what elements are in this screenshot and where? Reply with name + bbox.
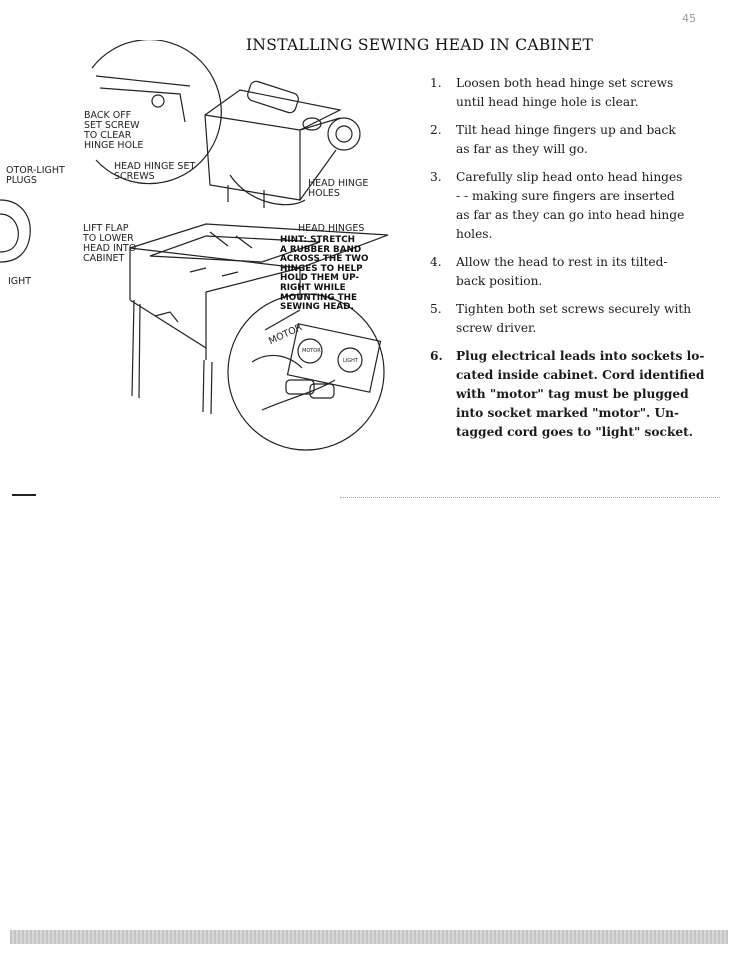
head-hinge-set-screws-label: HEAD HINGE SET SCREWS	[114, 161, 196, 182]
step-text: Loosen both head hinge set screws until head hinge hole is clear.	[456, 76, 674, 109]
margin-dash	[12, 494, 36, 496]
motor-light-plugs-fragment	[0, 200, 30, 262]
step-text: Carefully slip head onto head hinges - - making sure fingers are inserted as far as they can go into head hinge holes.	[456, 170, 685, 241]
socket-motor-label: MOTOR	[302, 348, 321, 354]
step-3	[430, 168, 710, 244]
step-number: 1.	[430, 76, 442, 90]
motor-tag-label: MOTOR	[267, 322, 305, 348]
scan-edge-bar	[10, 930, 728, 944]
page-number: 45	[682, 12, 696, 25]
step-number: 4.	[430, 255, 442, 269]
step-6	[430, 347, 710, 442]
light-label-fragment: IGHT	[8, 276, 32, 287]
step-5	[430, 300, 710, 338]
lift-flap-label: LIFT FLAP TO LOWER HEAD INTO CABINET	[83, 223, 137, 264]
step-text: Allow the head to rest in its tilted- back position.	[456, 255, 668, 288]
step-number: 2.	[430, 123, 442, 137]
step-number: 5.	[430, 302, 442, 316]
instruction-steps	[430, 74, 710, 451]
step-2	[430, 121, 710, 159]
hint-callout: HINT: STRETCH A RUBBER BAND ACROSS THE TWO HINGES TO HELP HOLD THEM UP- RIGHT WHILE MOUNTING THE SEWING HEAD.	[280, 235, 369, 313]
step-number: 3.	[430, 170, 442, 184]
step-number: 6.	[430, 349, 443, 363]
back-off-set-screw-label: BACK OFF SET SCREW TO CLEAR HINGE HOLE	[84, 110, 144, 151]
head-hinge-holes-label: HEAD HINGE HOLES	[308, 178, 369, 199]
page-title: INSTALLING SEWING HEAD IN CABINET	[246, 36, 594, 54]
socket-detail-circle	[228, 294, 384, 450]
step-text: Plug electrical leads into sockets lo- cated inside cabinet. Cord identified with "motor" tag must be plugged into socket marked "motor". Un- tagged cord goes to "light" socket.	[456, 349, 705, 439]
step-4	[430, 253, 710, 291]
step-text: Tilt head hinge fingers up and back as far as they will go.	[456, 123, 676, 156]
motor-light-plugs-label: OTOR-LIGHT PLUGS	[6, 165, 65, 186]
socket-light-label: LIGHT	[343, 358, 358, 364]
head-hinges-label: HEAD HINGES	[298, 223, 365, 234]
dotted-rule	[340, 497, 720, 498]
step-1	[430, 74, 710, 112]
step-text: Tighten both set screws securely with screw driver.	[456, 302, 692, 335]
